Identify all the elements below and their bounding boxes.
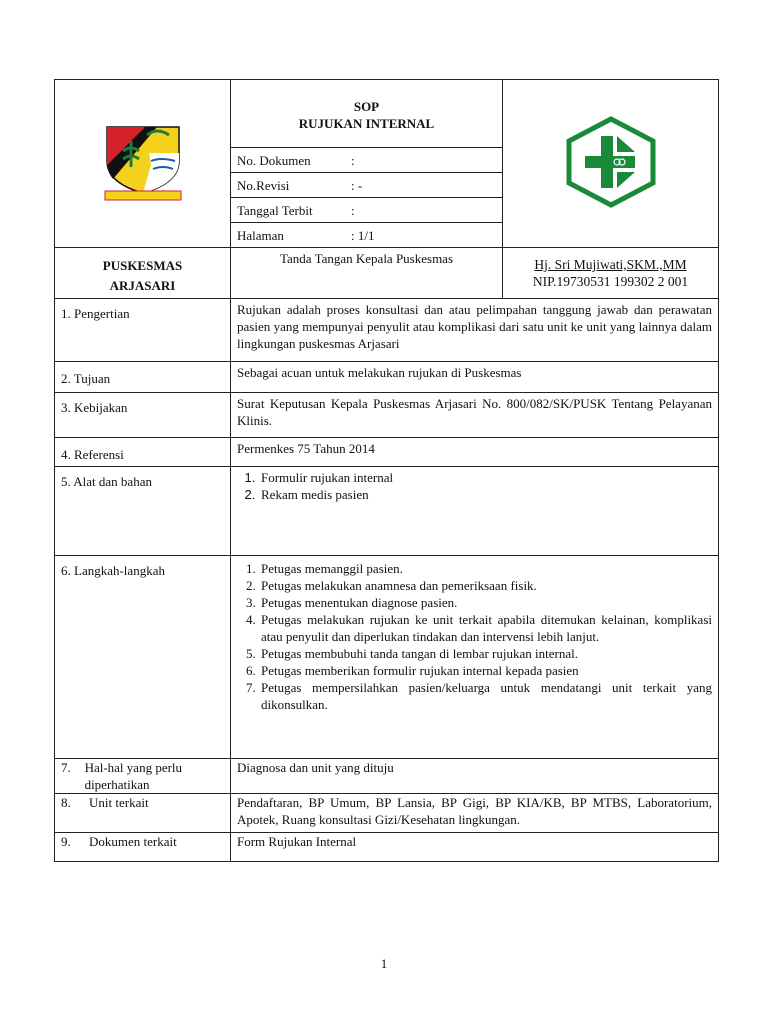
meta-label: No.Revisi [237, 177, 290, 193]
row-content-langkah [231, 556, 719, 759]
row-label-text: Hal-hal yang perlu diperhatikan [84, 760, 183, 792]
list-item: 3. Petugas menentukan diagnose pasien. [259, 594, 712, 611]
table-row [55, 299, 719, 362]
row-content-tujuan: Sebagai acuan untuk melakukan rujukan di Puskesmas [231, 362, 719, 393]
meta-label: Halaman [237, 227, 284, 243]
row-label-dokumen [55, 833, 231, 862]
table-row [55, 393, 719, 438]
row-content-unit: Pendaftaran, BP Umum, BP Lansia, BP Gigi, BP KIA/KB, BP MTBS, Laboratorium, Apotek, Ruang konsultasi Gizi/Kesehatan lingkungan. [231, 794, 719, 833]
page-number: 1 [380, 956, 388, 971]
org-row [55, 248, 719, 299]
signer-nip: NIP.19730531 199302 2 001 [532, 274, 689, 289]
row-label-langkah: 6. Langkah-langkah [55, 556, 231, 759]
signature-title: Tanda Tangan Kepala Puskesmas [279, 251, 454, 266]
row-label-kebijakan: 3. Kebijakan [55, 393, 231, 438]
row-content-referensi: Permenkes 75 Tahun 2014 [231, 438, 719, 467]
row-label-alat: 5. Alat dan bahan [55, 467, 231, 556]
meta-value: : 1/1 [351, 227, 375, 243]
signer-name: Hj. Sri Mujiwati,SKM.,MM [534, 257, 687, 272]
numbered-label [61, 833, 224, 850]
org-cell [55, 248, 231, 299]
list-item: 6. Petugas memberikan formulir rujukan internal kepada pasien [259, 662, 712, 679]
row-number: 9. [61, 834, 71, 849]
row-content-dokumen: Form Rujukan Internal [231, 833, 719, 862]
meta-row-no-revisi [231, 173, 502, 198]
list-item: 7. Petugas mempersilahkan pasien/keluarga untuk mendatangi unit terkait yang dikonsulkan. [259, 679, 712, 713]
row-label-tujuan: 2. Tujuan [55, 362, 231, 393]
table-row [55, 759, 719, 794]
list-item: 1. Petugas memanggil pasien. [259, 560, 712, 577]
meta-row-halaman [231, 223, 502, 247]
langkah-list [237, 560, 712, 713]
document-title: RUJUKAN INTERNAL [298, 116, 435, 131]
meta-value: : - [351, 177, 363, 193]
row-label-unit [55, 794, 231, 833]
document-title-box [231, 80, 502, 148]
row-label-pengertian: 1. Pengertian [55, 299, 231, 362]
meta-value: : [351, 152, 355, 168]
list-item: 2. Petugas melakukan anamnesa dan pemeriksaan fisik. [259, 577, 712, 594]
row-content-pengertian: Rujukan adalah proses konsultasi dan atau pelimpahan tanggung jawab dan perawatan pasien yang mempunyai penyulit atau komplikasi dari satu unit ke unit yang lainnya dalam lingkungan puskesmas Arjasari [231, 299, 719, 362]
header-row [55, 80, 719, 248]
alat-list [237, 469, 712, 503]
meta-row-tanggal-terbit [231, 198, 502, 223]
meta-label: Tanggal Terbit [237, 202, 313, 218]
numbered-label [61, 794, 224, 811]
table-row [55, 438, 719, 467]
list-item: 1. Formulir rujukan internal [259, 469, 712, 486]
regency-emblem-icon [95, 121, 191, 203]
row-content-kebijakan: Surat Keputusan Kepala Puskesmas Arjasari No. 800/082/SK/PUSK Tentang Pelayanan Klinis. [231, 393, 719, 438]
table-row [55, 362, 719, 393]
row-label-referensi: 4. Referensi [55, 438, 231, 467]
table-row [55, 556, 719, 759]
meta-value: : [351, 202, 355, 218]
signature-title-cell [231, 248, 503, 299]
list-item: 4. Petugas melakukan rujukan ke unit terkait apabila ditemukan kelainan, komplikasi atau penyulit dan diperlukan tindakan dan intervensi lebih lanjut. [259, 611, 712, 645]
meta-label: No. Dokumen [237, 152, 311, 168]
table-row [55, 833, 719, 862]
meta-row-no-dokumen [231, 148, 502, 173]
row-label-text: Unit terkait [89, 795, 149, 810]
sop-table [54, 79, 719, 862]
table-row [55, 794, 719, 833]
row-label-hal [55, 759, 231, 794]
org-name-line1: PUSKESMAS [102, 258, 183, 273]
puskesmas-logo-icon [563, 116, 659, 208]
row-label-text: Dokumen terkait [89, 834, 177, 849]
signer-cell [503, 248, 719, 299]
row-number: 7. [61, 760, 71, 775]
right-logo-cell [503, 80, 719, 248]
row-number: 8. [61, 795, 71, 810]
table-row [55, 467, 719, 556]
left-logo-cell [55, 80, 231, 248]
list-item: 5. Petugas membubuhi tanda tangan di lembar rujukan internal. [259, 645, 712, 662]
numbered-label [61, 759, 224, 793]
org-name-line2: ARJASARI [109, 278, 176, 293]
sop-label: SOP [353, 99, 380, 114]
row-content-alat [231, 467, 719, 556]
title-cell [231, 80, 503, 248]
row-content-hal: Diagnosa dan unit yang dituju [231, 759, 719, 794]
list-item: 2. Rekam medis pasien [259, 486, 712, 503]
